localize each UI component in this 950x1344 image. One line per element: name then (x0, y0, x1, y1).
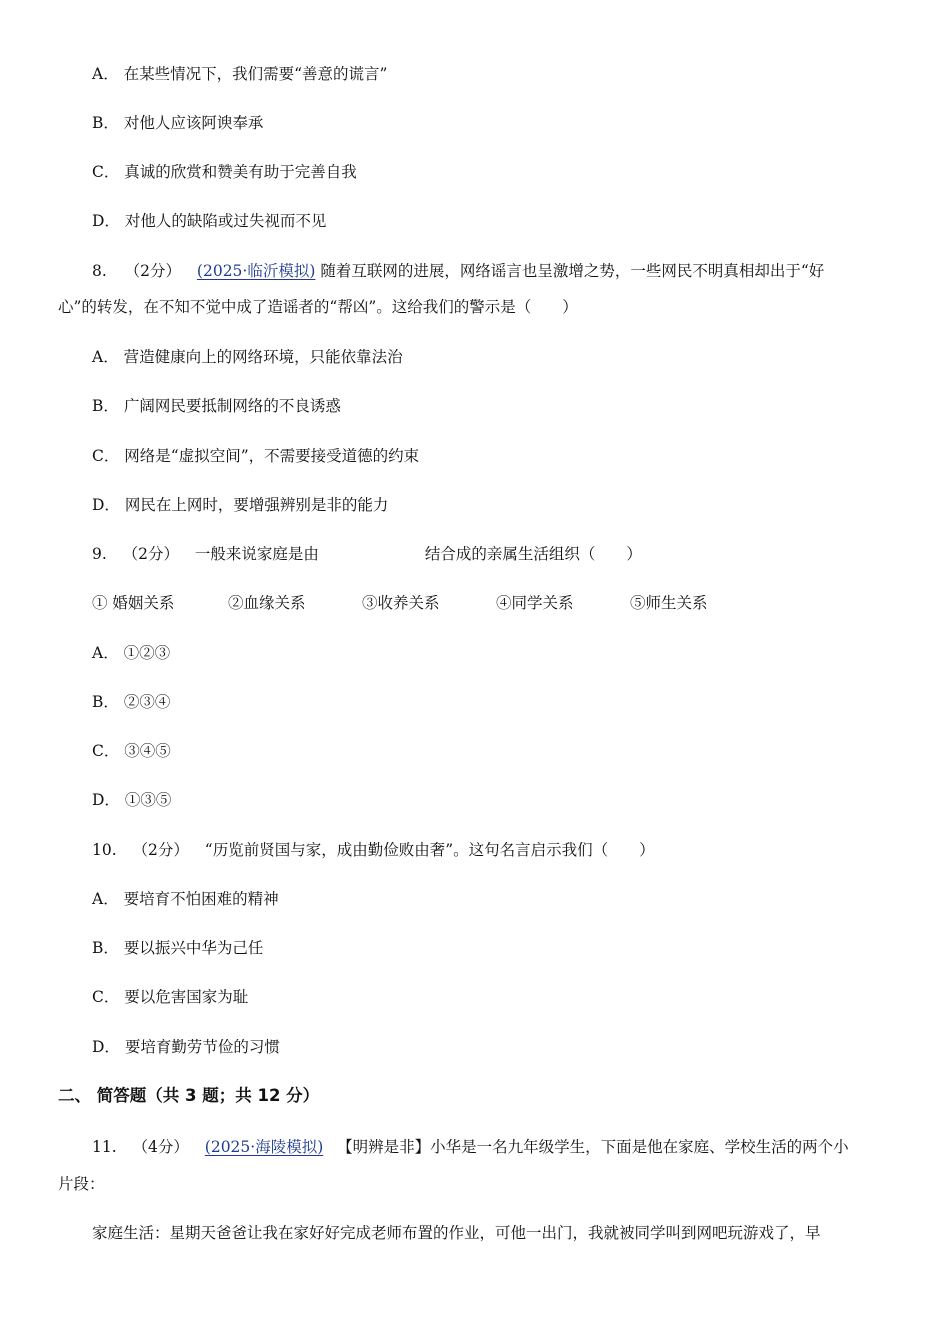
q9-option-b: B． ②③④ (92, 693, 171, 711)
q9-item-4: ④同学关系 (496, 594, 574, 612)
q11-source-link[interactable]: (2025·海陵模拟) (204, 1138, 324, 1156)
q8-option-a: A． 营造健康向上的网络环境，只能依靠法治 (92, 348, 403, 366)
q8-option-c: C． 网络是“虚拟空间”，不需要接受道德的约束 (92, 447, 420, 465)
q8-stem-line2: 心”的转发，在不知不觉中成了造谣者的“帮凶”。这给我们的警示是（ ） (58, 298, 578, 316)
q11-stem-line2: 片段： (58, 1175, 105, 1193)
q8-text-1: 随着互联网的进展，网络谣言也呈激增之势，一些网民不明真相却出于“好 (320, 262, 825, 280)
q10-score: （2分） (132, 841, 189, 859)
q9-item-1: ① 婚姻关系 (92, 594, 175, 612)
q9-item-5: ⑤师生关系 (630, 594, 708, 612)
q9-text-a: 一般来说家庭是由 (194, 545, 319, 563)
q9-option-d: D． ①③⑤ (92, 791, 172, 809)
q10-stem (92, 839, 655, 861)
q10-text: “历览前贤国与家，成由勤俭败由奢”。这句名言启示我们（ ） (204, 841, 655, 859)
q11-text-1: 【明辨是非】小华是一名九年级学生，下面是他在家庭、学校生活的两个小 (337, 1138, 849, 1156)
q9-stem (92, 543, 642, 565)
q9-score: （2分） (122, 545, 180, 563)
q9-option-a: A． ①②③ (92, 644, 171, 662)
q7-option-d: D． 对他人的缺陷或过失视而不见 (92, 212, 327, 230)
q8-option-b: B． 广阔网民要抵制网络的不良诱惑 (92, 397, 341, 415)
q10-option-c: C． 要以危害国家为耻 (92, 988, 249, 1006)
q7-option-c: C． 真诚的欣赏和赞美有助于完善自我 (92, 163, 357, 181)
q8-stem-line1 (92, 260, 824, 282)
q10-number: 10. (92, 841, 117, 859)
q9-text-b: 结合成的亲属生活组织（ ） (424, 545, 642, 563)
q9-number: 9. (92, 545, 107, 563)
q8-number: 8. (92, 262, 107, 280)
q9-option-c: C． ③④⑤ (92, 742, 171, 760)
q9-item-3: ③收养关系 (362, 594, 440, 612)
q7-option-a: A． 在某些情况下，我们需要“善意的谎言” (92, 65, 388, 83)
q11-paragraph-home: 家庭生活：星期天爸爸让我在家好好完成老师布置的作业，可他一出门，我就被同学叫到网吧玩游戏了，早 (92, 1224, 821, 1242)
q7-option-b: B． 对他人应该阿谀奉承 (92, 114, 264, 132)
q8-score: （2分） (124, 262, 182, 280)
q11-number: 11. (92, 1138, 117, 1156)
q10-option-b: B． 要以振兴中华为己任 (92, 939, 264, 957)
q11-stem-line1 (92, 1136, 849, 1158)
q10-option-d: D． 要培育勤劳节俭的习惯 (92, 1038, 280, 1056)
q11-score: （4分） (132, 1138, 189, 1156)
q10-option-a: A． 要培育不怕困难的精神 (92, 890, 279, 908)
q8-source-link[interactable]: (2025·临沂模拟) (196, 262, 316, 280)
q8-option-d: D． 网民在上网时，要增强辨别是非的能力 (92, 496, 389, 514)
q9-item-2: ②血缘关系 (228, 594, 306, 612)
section-heading: 二、 简答题（共 3 题；共 12 分） (58, 1086, 320, 1105)
